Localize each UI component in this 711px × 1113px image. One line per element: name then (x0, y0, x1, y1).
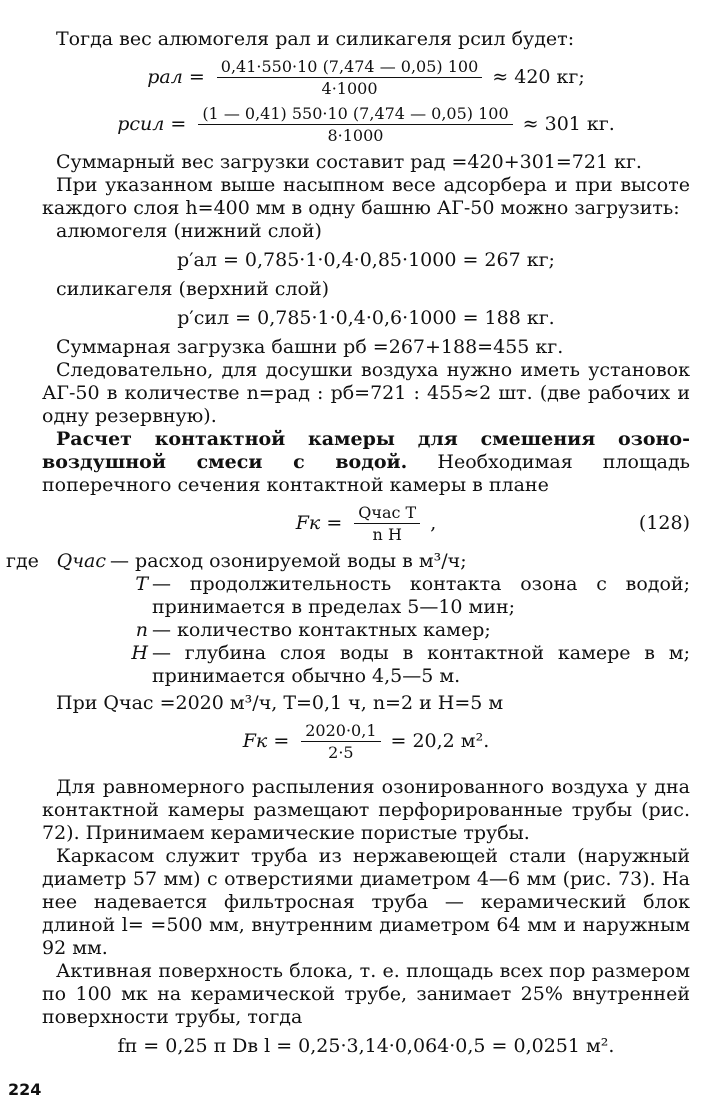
definition-text: — глубина слоя воды в контактной камере в м; принимается обычно 4,5—5 м. (152, 642, 690, 687)
denominator: 4·1000 (321, 79, 378, 98)
denominator: 2·5 (328, 743, 354, 762)
formula-lhs: pсил = (117, 113, 187, 135)
fraction (217, 57, 483, 98)
where-prefix: где (6, 550, 39, 572)
intro-text: Тогда вес алюмогеля pал и силикагеля pсил будет: (56, 28, 575, 50)
definition-row (42, 619, 690, 642)
formula-aluminogel (42, 57, 690, 98)
page-content (6, 28, 690, 1064)
given-values-text: При Qчас =2020 м³/ч, T=0,1 ч, n=2 и H=5 м (56, 692, 504, 714)
definition-text: — продолжительность контакта озона с водой; принимается в пределах 5—10 мин; (152, 573, 690, 618)
definition-symbol: T (135, 573, 148, 595)
definition-symbol: Qчас (56, 550, 106, 572)
numerator: 0,41·550·10 (7,474 — 0,05) 100 (217, 57, 483, 78)
numerator: Qчас T (354, 503, 420, 524)
total-weight-text: Суммарный вес загрузки составит pад =420+301=721 кг. (56, 151, 642, 173)
formula-lhs: Fк = (295, 512, 343, 534)
active-surface-text: Активная поверхность блока, т. е. площадь всех пор размером по 100 мк на керамической трубе, занимает 25% внутренней поверхности трубы, тогда (42, 960, 690, 1028)
formula-rhs: = 20,2 м². (390, 730, 490, 752)
conclusion-text: Следовательно, для досушки воздуха нужно иметь установок АГ-50 в количестве n=pад : pб=721 : 455≈2 шт. (две рабочих и одну резервную). (42, 359, 690, 427)
page-number: 224 (8, 1080, 42, 1099)
formula-rhs: ≈ 420 кг; (492, 66, 585, 88)
formula-rhs: ≈ 301 кг. (522, 113, 615, 135)
tower-total-text: Суммарная загрузка башни pб =267+188=455 кг. (56, 336, 564, 358)
equation-number: (128) (638, 512, 690, 534)
formula-pore-area: fп = 0,25 π Dв l = 0,25·3,14·0,064·0,5 = 0,0251 м². (117, 1035, 615, 1057)
fraction (198, 104, 512, 145)
formula-lhs: pал = (147, 66, 205, 88)
definition-text: — количество контактных камер; (152, 619, 491, 641)
section-heading-paragraph (42, 428, 690, 497)
fraction (301, 721, 380, 762)
fraction (354, 503, 420, 544)
definition-symbol: n (135, 619, 148, 641)
frame-text: Каркасом служит труба из нержавеющей стали (наружный диаметр 57 мм) с отверстиями диаметром 4—6 мм (рис. 73). На нее надевается фильтросная труба — керамический блок длиной l= =500 мм, внутренним диаметром 64 мм и наружным 92 мм. (42, 845, 690, 959)
definition-symbol: H (131, 642, 148, 664)
definition-row (42, 642, 690, 688)
definition-row (6, 550, 690, 573)
spray-text: Для равномерного распыления озонированного воздуха у дна контактной камеры размещают перфорированные трубы (рис. 72). Принимаем керамические пористые трубы. (42, 776, 690, 844)
formula-rhs: , (430, 512, 437, 534)
variable-definitions (6, 550, 690, 688)
denominator: 8·1000 (327, 126, 384, 145)
formula-contact-area-result (42, 721, 690, 762)
numerator: 2020·0,1 (301, 721, 380, 742)
numerator: (1 — 0,41) 550·10 (7,474 — 0,05) 100 (198, 104, 512, 125)
tower-load-text: При указанном выше насыпном весе адсорбера и при высоте каждого слоя h=400 мм в одну башню АГ-50 можно загрузить: (42, 174, 690, 219)
section-heading: Расчет контактной камеры для смешения озоно-воздушной смеси с водой. (42, 428, 690, 473)
definition-text: — расход озонируемой воды в м³/ч; (110, 550, 467, 572)
label-aluminogel: алюмогеля (нижний слой) (56, 220, 322, 242)
formula-lhs: Fк = (242, 730, 290, 752)
definition-row (42, 573, 690, 619)
formula-contact-area (42, 503, 690, 544)
denominator: n H (372, 525, 402, 544)
label-silicagel: силикагеля (верхний слой) (56, 278, 330, 300)
formula-silicagel-load: p′сил = 0,785·1·0,4·0,6·1000 = 188 кг. (177, 307, 555, 329)
formula-silicagel (42, 104, 690, 145)
section-heading-rest: Необходимая площадь поперечного сечения контактной камеры в плане (42, 451, 690, 496)
formula-aluminogel-load: p′ал = 0,785·1·0,4·0,85·1000 = 267 кг; (177, 249, 555, 271)
